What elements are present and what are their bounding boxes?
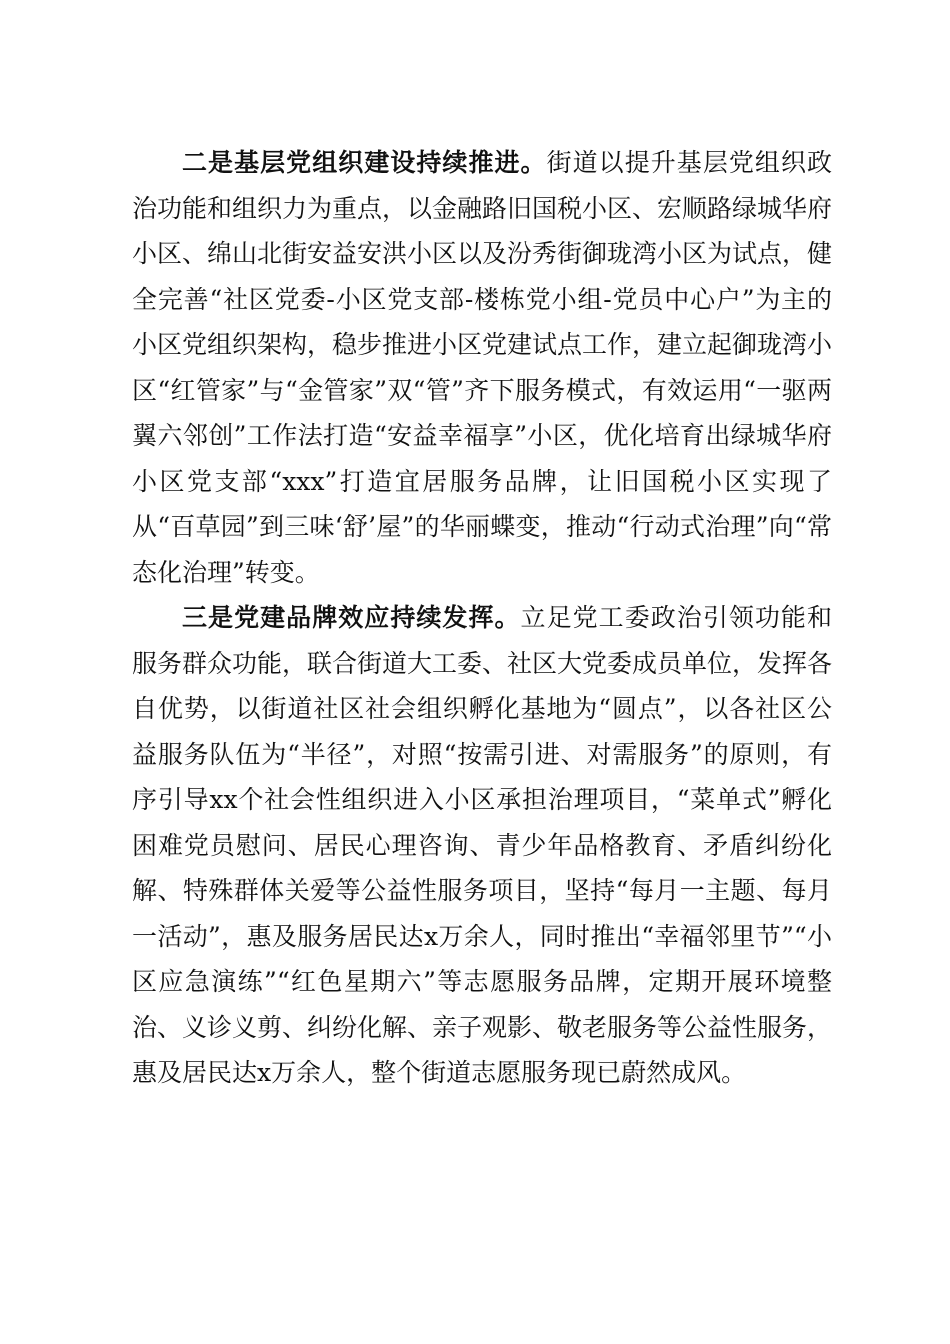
- paragraph-lead-heading: 三是党建品牌效应持续发挥。: [182, 603, 521, 632]
- paragraph-grassroots-party-building: [132, 140, 832, 595]
- paragraph-party-brand-effect: [132, 595, 832, 1096]
- paragraph-body-text: 街道以提升基层党组织政治功能和组织力为重点，以金融路旧国税小区、宏顺路绿城华府小区、绵山北街安益安洪小区以及汾秀街御珑湾小区为试点，健全完善“社区党委-小区党支部-楼栋党小组-党员中心户”为主的小区党组织架构，稳步推进小区党建试点工作，建立起御珑湾小区“红管家”与“金管家”双“管”齐下服务模式，有效运用“一驱两翼六邻创”工作法打造“安益幸福享”小区，优化培育出绿城华府小区党支部“xxx”打造宜居服务品牌，让旧国税小区实现了从“百草园”到三味‘舒’屋”的华丽蝶变，推动“行动式治理”向“常态化治理”转变。: [132, 148, 833, 587]
- document-body: [132, 140, 832, 1096]
- paragraph-body-text: 立足党工委政治引领功能和服务群众功能，联合街道大工委、社区大党委成员单位，发挥各自优势，以街道社区社会组织孵化基地为“圆点”，以各社区公益服务队伍为“半径”，对照“按需引进、对需服务”的原则，有序引导xx个社会性组织进入小区承担治理项目，“菜单式”孵化困难党员慰问、居民心理咨询、青少年品格教育、矛盾纠纷化解、特殊群体关爱等公益性服务项目，坚持“每月一主题、每月一活动”，惠及服务居民达x万余人，同时推出“幸福邻里节”“小区应急演练”“红色星期六”等志愿服务品牌，定期开展环境整治、义诊义剪、纠纷化解、亲子观影、敬老服务等公益性服务，惠及居民达x万余人，整个街道志愿服务现已蔚然成风。: [132, 603, 833, 1087]
- paragraph-lead-heading: 二是基层党组织建设持续推进。: [182, 148, 547, 177]
